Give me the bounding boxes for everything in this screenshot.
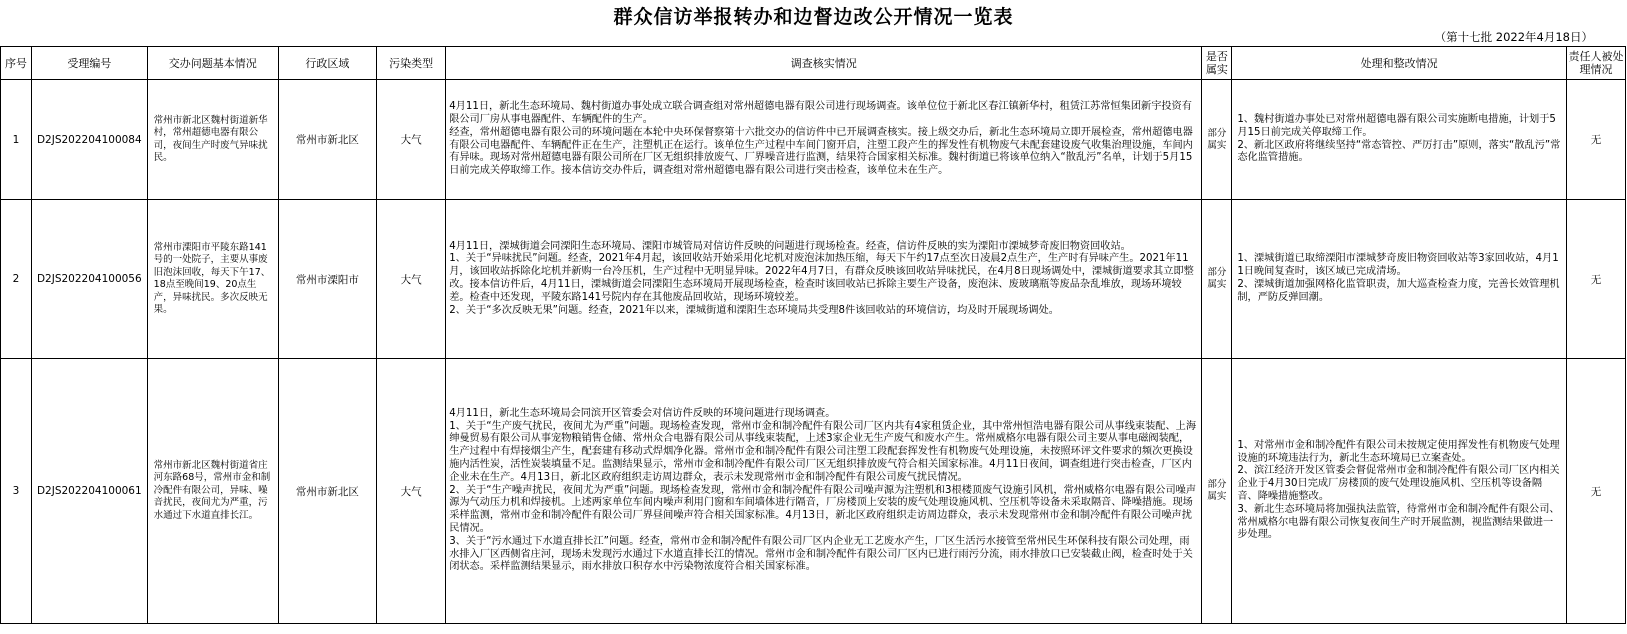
row-accountability: 无 [1567,200,1626,359]
header-problem: 交办问题基本情况 [147,47,278,80]
row-pollution: 大气 [376,359,445,624]
row-investigation: 4月11日，新北生态环境局会同滨开区管委会对信访件反映的环境问题进行现场调查。 1、关于“生产废气扰民，夜间尤为严重”问题。现场检查发现，常州市金和制冷配件有限公司厂区内共有4家租赁企业，其中常州恒浩电器有限公司从事线束装配、上海绅曼贸易有限公司从事宠物粮销售仓储、常州众合电器有限公司从事线束装配，上述3家企业无生产废气和废水产生。常州威格尔电器有限公司主要从事电磁阀装配，生产过程中有焊接烟尘产生，配套建有移动式焊烟净化器。常州市金和制冷配件有限公司注塑工段配套挥发性有机物废气处理设施，未按照环评文件要求的频次更换设施内活性炭，活性炭装填量不足。监测结果显示，常州市金和制冷配件有限公司厂区无组织排放废气符合相关国家标准。4月11日夜间，调查组进行突击检查，厂区内企业未在生产。4月13日，新北区政府组织走访周边群众，表示未发现常州市金和制冷配件有限公司废气扰民情况。 2、关于“生产噪声扰民，夜间尤为严重”问题。现场检查发现，常州市金和制冷配件有限公司噪声源为注塑机和3根楼顶废气设施引风机，常州威格尔电器有限公司噪声源为气动压力机和焊接机。上述两家单位车间内噪声利用门窗和车间墙体进行隔音，厂房楼顶上安装的废气处理设施风机、空压机等设备未采取隔音、降噪措施。现场采样监测，常州市金和制冷配件有限公司厂界昼间噪声符合相关国家标准。4月13日，新北区政府组织走访周边群众，表示未发现常州市金和制冷配件有限公司噪声扰民情况。 3、关于“污水通过下水道直排长江”问题。经查，常州市金和制冷配件有限公司厂区内企业无工艺废水产生，厂区生活污水接管至常州民生环保科技有限公司处理，雨水排入厂区西侧省庄河，现场未发现污水通过下水道直排长江的情况。常州市金和制冷配件有限公司厂区内已进行雨污分流，雨水排放口已安装截止阀，检查时处于关闭状态。采样监测结果显示，雨水排放口积存水中污染物浓度符合相关国家标准。 [446,359,1202,624]
row-code: D2JS202204100084 [31,80,147,200]
row-accountability: 无 [1567,80,1626,200]
row-accountability: 无 [1567,359,1626,624]
row-problem: 常州市新北区魏村街道新华村，常州超德电器有限公司，夜间生产时废气异味扰民。 [147,80,278,200]
batch-date: （第十七批 2022年4月18日） [1434,30,1593,44]
row-seq: 3 [1,359,32,624]
header-seq: 序号 [1,47,32,80]
row-seq: 1 [1,80,32,200]
row-handling: 1、魏村街道办事处已对常州超德电器有限公司实施断电措施，计划于5月15日前完成关停取缔工作。 2、新北区政府将继续坚持“常态管控、严厉打击”原则，落实“散乱污”常态化监管措施。 [1232,80,1567,200]
row-code: D2JS202204100061 [31,359,147,624]
table-row [1,200,1626,359]
row-handling: 1、对常州市金和制冷配件有限公司未按规定使用挥发性有机物废气处理设施的环境违法行为，新北生态环境局已立案查处。 2、滨江经济开发区管委会督促常州市金和制冷配件有限公司厂区内相关企业于4月30日完成厂房楼顶的废气处理设施风机、空压机等设备隔音、降噪措施整改。 3、新北生态环境局将加强执法监管，待常州市金和制冷配件有限公司、常州威格尔电器有限公司恢复夜间生产时开展监测，视监测结果做进一步处理。 [1232,359,1567,624]
header-handling: 处理和整改情况 [1232,47,1567,80]
row-investigation: 4月11日，新北生态环境局、魏村街道办事处成立联合调查组对常州超德电器有限公司进行现场调查。该单位位于新北区春江镇新华村，租赁江苏常恒集团新宇投资有限公司厂房从事电器配件、车辆配件的生产。 经查，常州超德电器有限公司的环境问题在本轮中央环保督察第十六批交办的信访件中已开展调查核实。接上级交办后，新北生态环境局立即开展检查，常州超德电器有限公司电器配件、车辆配件正在生产，注塑机正在运行。该单位生产过程中车间门窗开启，注塑工段产生的挥发性有机物废气未配套建设废气收集治理设施，车间内有异味。现场对常州超德电器有限公司所在厂区无组织排放废气、厂界噪音进行监测，结果符合国家相关标准。魏村街道已将该单位纳入“散乱污”名单，计划于5月15日前完成关停取缔工作。接本信访交办件后，调查组对常州超德电器有限公司进行突击检查，该单位未在生产。 [446,80,1202,200]
row-region: 常州市新北区 [278,359,376,624]
header-region: 行政区域 [278,47,376,80]
row-problem: 常州市新北区魏村街道省庄河东路68号，常州市金和制冷配件有限公司，异味、噪音扰民，夜间尤为严重，污水通过下水道直排长江。 [147,359,278,624]
header-pollution: 污染类型 [376,47,445,80]
row-region: 常州市溧阳市 [278,200,376,359]
table-row [1,359,1626,624]
row-pollution: 大气 [376,80,445,200]
row-region: 常州市新北区 [278,80,376,200]
row-code: D2JS202204100056 [31,200,147,359]
table-header-row [1,47,1626,80]
row-handling: 1、溧城街道已取缔溧阳市溧城梦奇废旧物资回收站等3家回收站，4月11日晚间复查时，该区域已完成清场。 2、溧城街道加强网格化监管职责，加大巡查检查力度，完善长效管理机制，严防反弹回潮。 [1232,200,1567,359]
row-verified: 部分属实 [1202,359,1232,624]
page-title: 群众信访举报转办和边督边改公开情况一览表 [613,6,1014,28]
row-pollution: 大气 [376,200,445,359]
row-verified: 部分属实 [1202,80,1232,200]
row-seq: 2 [1,200,32,359]
row-problem: 常州市溧阳市平陵东路141号的一处院子，主要从事废旧泡沫回收，每天下午17、18点至晚间19、20点生产，异味扰民。多次反映无果。 [147,200,278,359]
row-investigation: 4月11日，溧城街道会同溧阳生态环境局、溧阳市城管局对信访件反映的问题进行现场检查。经查，信访件反映的实为溧阳市溧城梦奇废旧物资回收站。 1、关于“异味扰民”问题。经查，2021年4月起，该回收站开始采用化坨机对废泡沫加热压缩，每天下午约17点至次日凌晨2点生产，生产时有异味产生。2021年11月，该回收站拆除化坨机并新购一台冷压机，生产过程中无明显异味。2022年4月7日，有群众反映该回收站异味扰民，在4月8日现场调处中，溧城街道要求其立即整改。接本信访件后，4月11日，溧城街道会同溧阳生态环境局开展现场检查，检查时该回收站已拆除主要生产设备，废泡沫、废玻璃瓶等废品杂乱堆放，现场环境较差。检查中还发现，平陵东路141号院内存在其他废品回收站，现场环境较差。 2、关于“多次反映无果”问题。经查，2021年以来，溧城街道和溧阳生态环境局共受理8件该回收站的环境信访，均及时开展现场调处。 [446,200,1202,359]
report-table [0,46,1626,624]
row-verified: 部分属实 [1202,200,1232,359]
header-verified: 是否属实 [1202,47,1232,80]
header-code: 受理编号 [31,47,147,80]
header-accountability: 责任人被处理情况 [1567,47,1626,80]
header-investigation: 调查核实情况 [446,47,1202,80]
table-row [1,80,1626,200]
